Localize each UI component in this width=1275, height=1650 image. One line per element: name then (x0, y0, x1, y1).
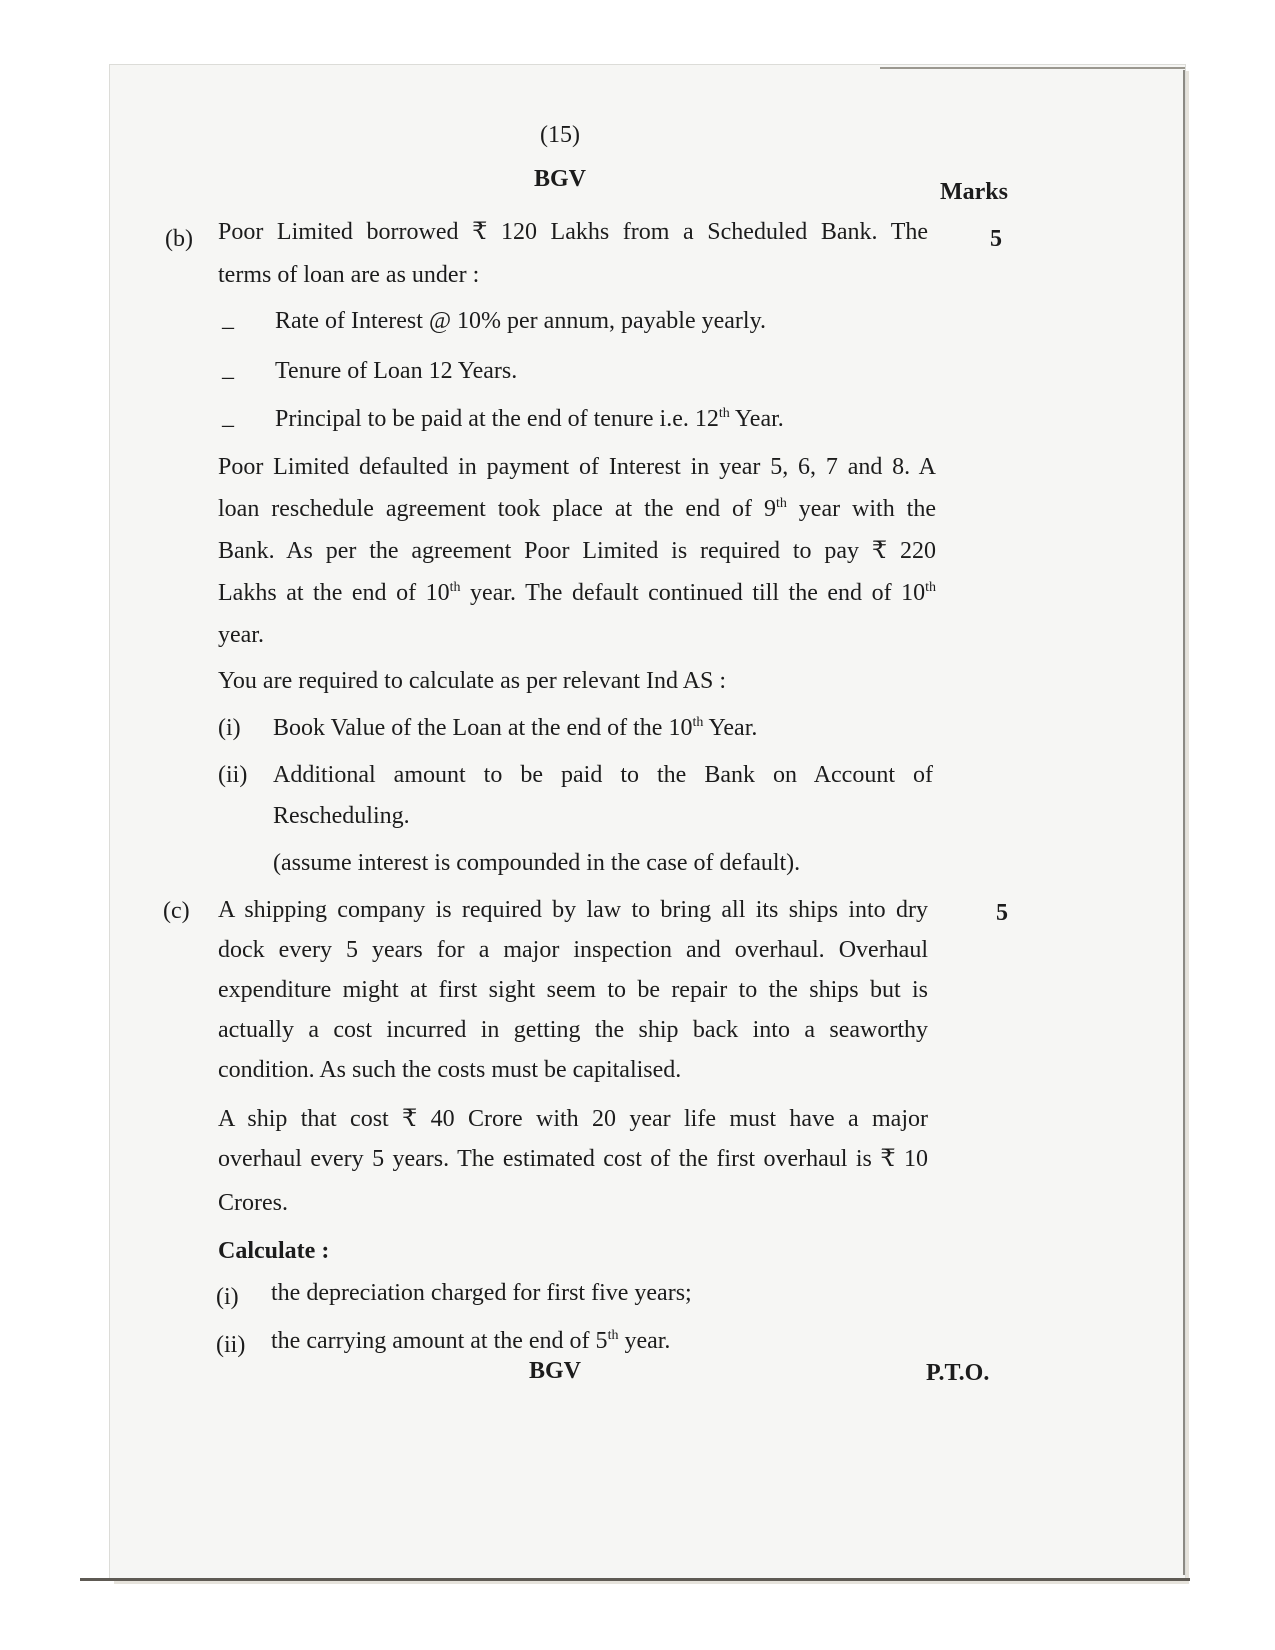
question-c-ship-line: Crores. (218, 1190, 288, 1216)
sub-item-number: (i) (218, 715, 241, 741)
question-b-note: (assume interest is compounded in the case of default). (273, 850, 801, 876)
question-b-item-additional-line1: Additional amount to be paid to the Bank on Account of (273, 762, 933, 788)
bullet-dash: – (222, 314, 234, 340)
marks-heading: Marks (940, 179, 1008, 205)
question-b-intro-line2: terms of loan are as under : (218, 262, 480, 288)
question-c-marks: 5 (996, 900, 1008, 926)
question-c-item-depreciation: the depreciation charged for first five years; (271, 1280, 692, 1306)
sub-item-number: (i) (216, 1284, 239, 1310)
question-b-para-line2: loan reschedule agreement took place at the end of 9th year with the (218, 496, 936, 522)
question-b-para-line1: Poor Limited defaulted in payment of Interest in year 5, 6, 7 and 8. A (218, 454, 936, 480)
question-b-para-line5: year. (218, 622, 264, 648)
calculate-heading: Calculate : (218, 1238, 330, 1264)
question-c-line: actually a cost incurred in getting the ship back into a seaworthy (218, 1017, 928, 1043)
question-c-line: A shipping company is required by law to bring all its ships into dry (218, 897, 928, 923)
question-b-intro-line1: Poor Limited borrowed ₹ 120 Lakhs from a Scheduled Bank. The (218, 219, 928, 245)
paper-code-footer: BGV (528, 1358, 581, 1384)
question-b-required: You are required to calculate as per relevant Ind AS : (218, 668, 727, 694)
page-edge-right (1183, 70, 1185, 1575)
question-b-item-book-value: Book Value of the Loan at the end of the 10th Year. (273, 715, 758, 741)
bullet-principal: Principal to be paid at the end of tenure i.e. 12th Year. (275, 406, 784, 432)
bullet-dash: – (222, 364, 234, 390)
sub-item-number: (ii) (216, 1332, 246, 1358)
question-c-label: (c) (163, 898, 190, 924)
question-c-line: condition. As such the costs must be capitalised. (218, 1057, 682, 1083)
question-c-line: expenditure might at first sight seem to be repair to the ships but is (218, 977, 928, 1003)
question-b-item-additional-line2: Rescheduling. (273, 803, 410, 829)
paper-code-top: BGV (533, 166, 586, 192)
question-b-marks: 5 (990, 226, 1002, 252)
question-b-para-line4: Lakhs at the end of 10th year. The default continued till the end of 10th (218, 580, 936, 606)
page-edge-top (880, 67, 1185, 69)
question-b-label: (b) (165, 226, 193, 252)
page-edge-bottom (80, 1578, 1190, 1581)
bullet-dash: – (222, 412, 234, 438)
bullet-interest-rate: Rate of Interest @ 10% per annum, payable yearly. (275, 308, 767, 334)
page-number: (15) (540, 122, 580, 148)
sub-item-number: (ii) (218, 762, 248, 788)
pto-label: P.T.O. (926, 1360, 990, 1386)
bullet-tenure: Tenure of Loan 12 Years. (275, 358, 518, 384)
question-c-item-carrying-amount: the carrying amount at the end of 5th year. (271, 1328, 671, 1354)
question-c-ship-line: overhaul every 5 years. The estimated cost of the first overhaul is ₹ 10 (218, 1146, 928, 1172)
question-c-line: dock every 5 years for a major inspection and overhaul. Overhaul (218, 937, 928, 963)
question-c-ship-line: A ship that cost ₹ 40 Crore with 20 year life must have a major (218, 1106, 928, 1132)
question-b-para-line3: Bank. As per the agreement Poor Limited is required to pay ₹ 220 (218, 538, 936, 564)
